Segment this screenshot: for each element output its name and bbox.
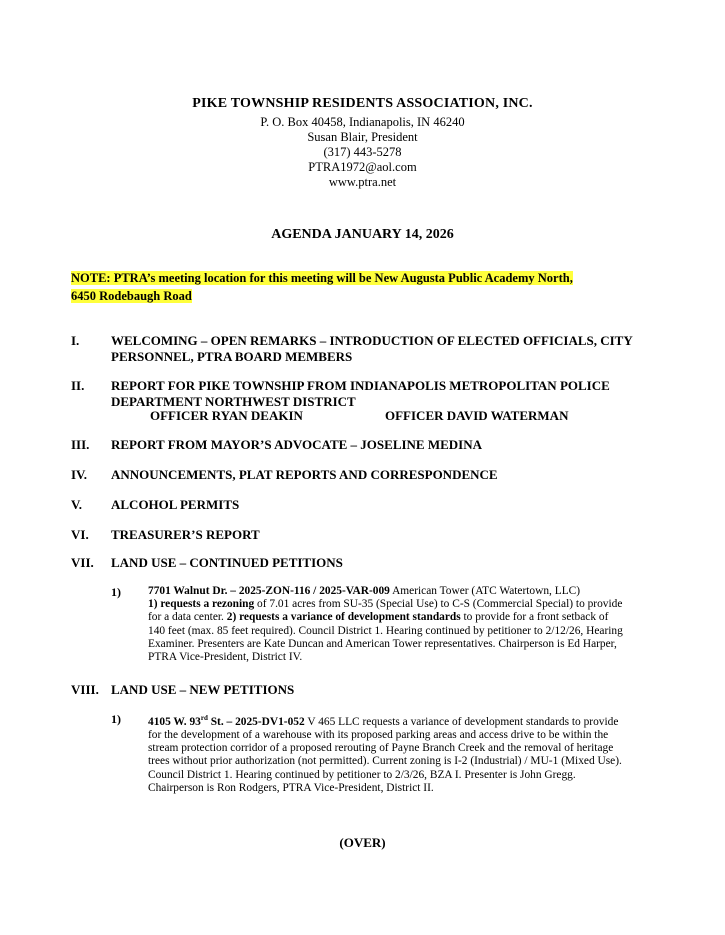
org-email: PTRA1972@aol.com: [308, 160, 417, 174]
petition-applicant: American Tower (ATC Watertown, LLC): [389, 585, 581, 597]
petition-text: trees without prior authorization (not permitted). Current zoning is I-2 (Industrial) / MU-1 (Mixed Use).: [148, 755, 622, 768]
section-number: VII.: [71, 555, 94, 570]
section-number: IV.: [71, 467, 88, 482]
petition-text: for a data center.: [148, 611, 227, 624]
section-heading: TREASURER’S REPORT: [111, 527, 260, 542]
petition-text: to provide for a front setback of: [460, 611, 609, 624]
petition-text: Examiner. Presenters are Kate Duncan and American Tower representatives. Chairperson is Ed Harper,: [148, 637, 617, 650]
petition-case-heading: [148, 716, 305, 728]
petition-text: for the development of a warehouse with its proposed parking areas and access drive to be within the: [148, 729, 609, 741]
note-line-1: NOTE: PTRA’s meeting location for this meeting will be New Augusta Public Academy North,: [71, 271, 573, 285]
section-heading: ALCOHOL PERMITS: [111, 497, 240, 512]
petition-case-number: St. – 2025-DV1-052: [207, 715, 305, 728]
ordinal-suffix: rd: [200, 714, 208, 722]
petition-number: 1): [111, 712, 121, 726]
continued-petition-text: [148, 585, 668, 664]
section-heading: [111, 378, 651, 409]
petition-text: 140 feet (max. 85 feet required). Council District 1. Hearing continued by petitioner to 2/12/26, Hearing: [148, 624, 623, 637]
note-line-2: 6450 Rodebaugh Road: [71, 288, 192, 303]
section-number: II.: [71, 378, 85, 393]
section-number: V.: [71, 497, 82, 512]
org-phone: (317) 443-5278: [323, 145, 402, 159]
petition-request-bold: 2) requests a variance of development standards: [226, 611, 461, 624]
petition-text: stream protection corridor of a proposed rerouting of Payne Branch Creek and the removal of heritage: [148, 742, 614, 755]
section-heading-line: REPORT FOR PIKE TOWNSHIP FROM INDIANAPOLIS METROPOLITAN POLICE: [111, 378, 610, 393]
page-footer-over: (OVER): [339, 835, 386, 850]
section-number: III.: [71, 437, 90, 452]
petition-number: 1): [111, 585, 121, 599]
org-name: PIKE TOWNSHIP RESIDENTS ASSOCIATION, INC.: [192, 96, 533, 111]
section-heading: ANNOUNCEMENTS, PLAT REPORTS AND CORRESPONDENCE: [111, 467, 498, 482]
section-number: VI.: [71, 527, 89, 542]
petition-text: Chairperson is Ron Rodgers, PTRA Vice-President, District II.: [148, 781, 434, 794]
section-heading: REPORT FROM MAYOR’S ADVOCATE – JOSELINE MEDINA: [111, 437, 483, 452]
section-heading: LAND USE – CONTINUED PETITIONS: [111, 555, 343, 570]
section-number: I.: [71, 333, 80, 348]
org-website: www.ptra.net: [328, 175, 397, 189]
agenda-title: AGENDA JANUARY 14, 2026: [271, 227, 454, 242]
petition-request-bold: 1) requests a rezoning: [148, 598, 255, 611]
petition-address: 4105 W. 93: [148, 715, 201, 728]
org-president: Susan Blair, President: [307, 130, 418, 144]
new-petition-text: [148, 712, 668, 795]
officer-name: OFFICER DAVID WATERMAN: [385, 408, 569, 423]
petition-text: of 7.01 acres from SU-35 (Special Use) to C-S (Commercial Special) to provide: [254, 598, 623, 611]
meeting-location-note: [71, 270, 631, 305]
section-heading-line: PERSONNEL, PTRA BOARD MEMBERS: [111, 348, 353, 364]
petition-case-heading: 7701 Walnut Dr. – 2025-ZON-116 / 2025-VAR-009: [148, 585, 390, 597]
section-heading-line: DEPARTMENT NORTHWEST DISTRICT: [111, 393, 356, 409]
section-heading: [111, 333, 651, 364]
org-address: P. O. Box 40458, Indianapolis, IN 46240: [260, 115, 465, 129]
officer-name: OFFICER RYAN DEAKIN: [150, 408, 303, 423]
petition-text: V 465 LLC requests a variance of development standards to provide: [304, 715, 619, 728]
petition-text: Council District 1. Hearing continued by petitioner to 2/3/26, BZA I. Presenter is John Gregg.: [148, 768, 576, 781]
section-number: VIII.: [71, 682, 99, 697]
petition-text: PTRA Vice-President, District IV.: [148, 651, 303, 664]
section-heading-line: WELCOMING – OPEN REMARKS – INTRODUCTION OF ELECTED OFFICIALS, CITY: [111, 333, 633, 348]
section-heading: LAND USE – NEW PETITIONS: [111, 682, 295, 697]
